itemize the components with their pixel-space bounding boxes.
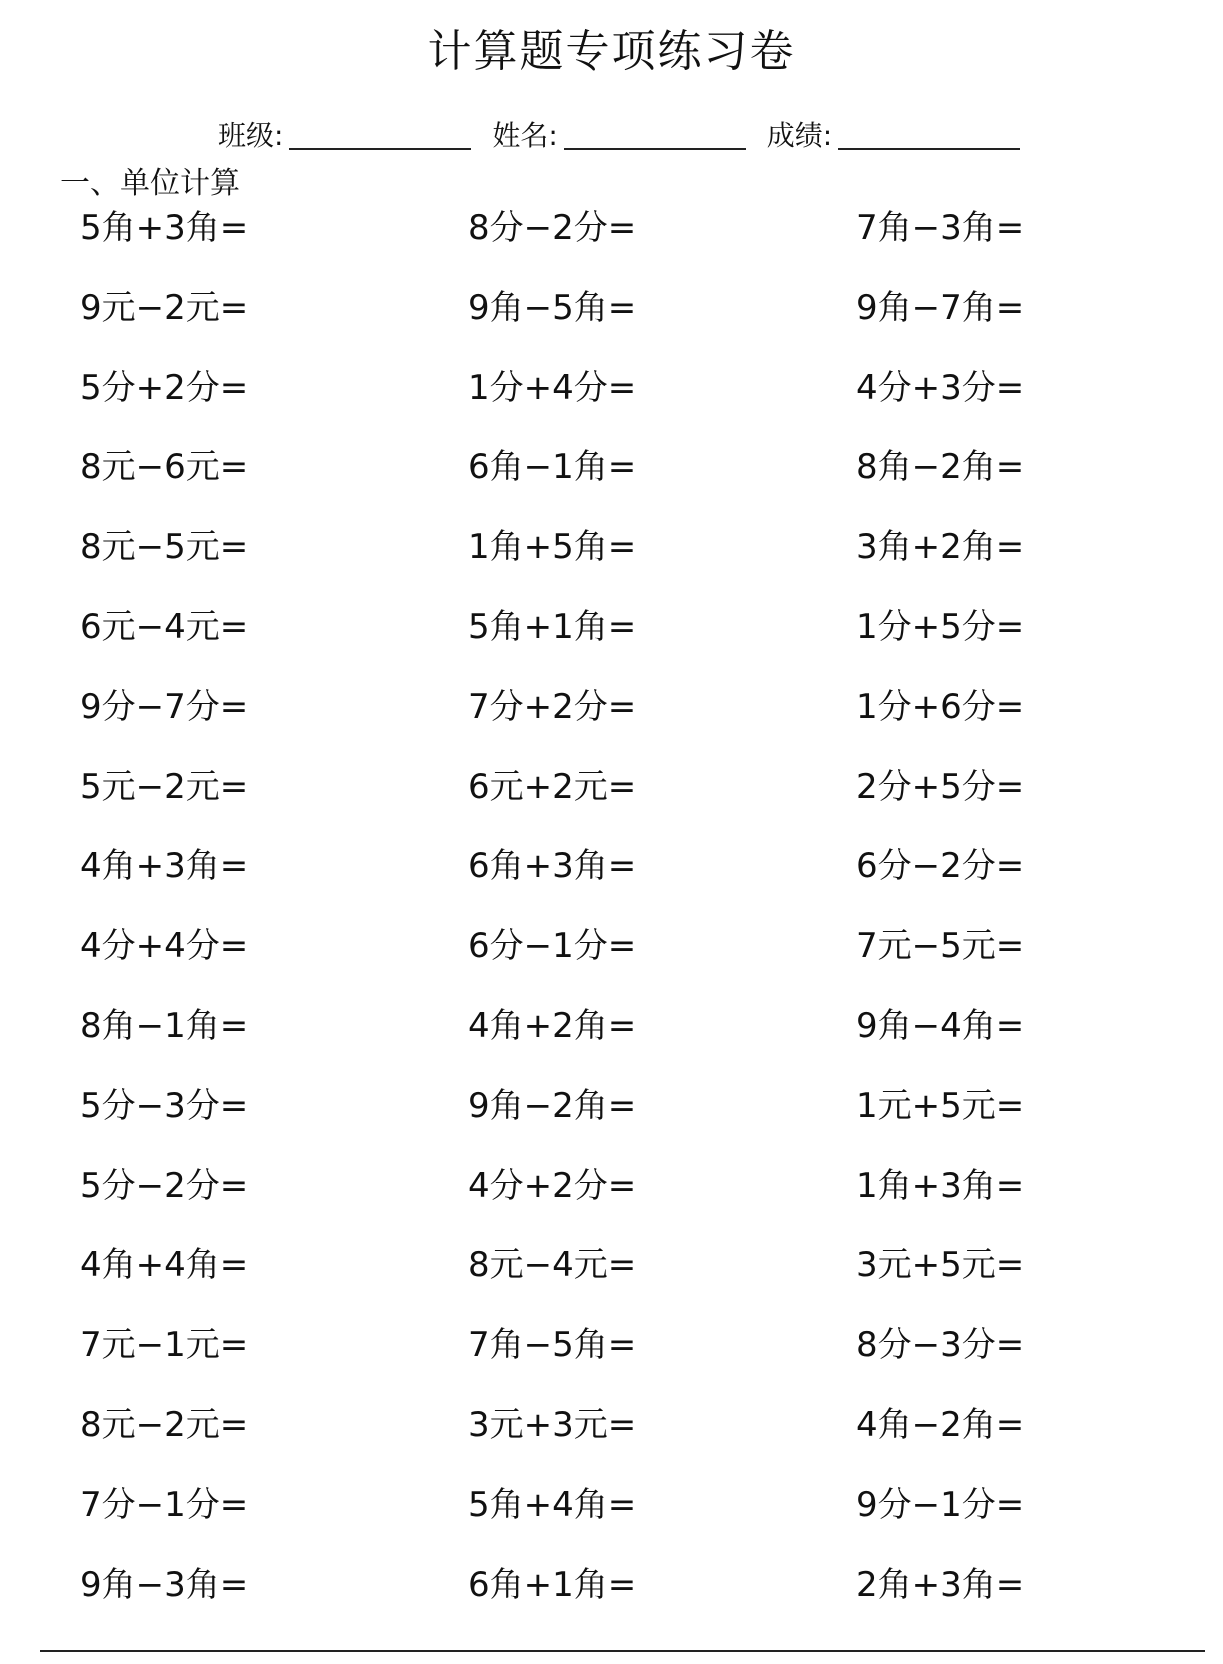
problem-item: 8元−4元=	[468, 1245, 637, 1286]
problem-item: 4分+4分=	[80, 926, 249, 967]
class-blank[interactable]	[289, 148, 471, 150]
problem-item: 9元−2元=	[80, 287, 249, 328]
problem-item: 3元+3元=	[468, 1404, 637, 1445]
problem-item: 6元−4元=	[80, 606, 249, 647]
score-label: 成绩:	[766, 119, 833, 152]
problem-grid	[80, 206, 1080, 1642]
problem-item: 4分+2分=	[468, 1165, 637, 1206]
problem-item: 9角−3角=	[80, 1564, 249, 1605]
problem-item: 1角+5角=	[468, 527, 637, 568]
problem-item: 7角−5角=	[468, 1325, 637, 1366]
problem-item: 1分+5分=	[856, 606, 1025, 647]
problem-item: 2角+3角=	[856, 1564, 1025, 1605]
problem-item: 6角−1角=	[468, 447, 637, 488]
problem-item: 7分+2分=	[468, 686, 637, 727]
problem-item: 8分−2分=	[468, 208, 637, 248]
problem-item: 7元−1元=	[80, 1325, 249, 1366]
problem-item: 4角+2角=	[468, 1005, 637, 1046]
problem-item: 5角+1角=	[468, 606, 637, 647]
problem-item: 9分−7分=	[80, 686, 249, 727]
problem-item: 3角+2角=	[856, 527, 1025, 568]
problem-item: 4角+3角=	[80, 846, 249, 887]
problem-item: 8角−2角=	[856, 447, 1025, 488]
worksheet-title: 计算题专项练习卷	[427, 26, 796, 77]
section-heading: 一、单位计算	[60, 166, 240, 201]
problem-item: 8元−5元=	[80, 527, 249, 568]
problem-item: 1分+4分=	[468, 367, 637, 408]
problem-item: 6分−2分=	[856, 846, 1025, 887]
problem-item: 8角−1角=	[80, 1005, 249, 1046]
problem-item: 6元+2元=	[468, 766, 637, 807]
bottom-rule	[40, 1650, 1205, 1652]
name-label: 姓名:	[492, 119, 558, 152]
problem-item: 5角+4角=	[468, 1484, 637, 1525]
problem-item: 1角+3角=	[856, 1165, 1025, 1206]
problem-item: 5分−2分=	[80, 1165, 249, 1206]
problem-item: 5角+3角=	[80, 208, 249, 248]
problem-item: 5元−2元=	[80, 766, 249, 807]
problem-item: 9分−1分=	[856, 1484, 1025, 1525]
problem-item: 5分−3分=	[80, 1085, 249, 1126]
score-blank[interactable]	[838, 148, 1020, 150]
problem-item: 8分−3分=	[856, 1325, 1025, 1366]
problem-item: 6角+3角=	[468, 846, 637, 887]
problem-item: 4角−2角=	[856, 1404, 1025, 1445]
class-field	[218, 116, 471, 156]
problem-item: 7分−1分=	[80, 1484, 249, 1525]
problem-item: 1分+6分=	[856, 686, 1025, 727]
problem-item: 7元−5元=	[856, 926, 1025, 967]
score-field	[767, 116, 1020, 156]
problem-item: 3元+5元=	[856, 1245, 1025, 1286]
problem-item: 4分+3分=	[856, 367, 1025, 408]
name-field	[492, 116, 745, 156]
problem-item: 9角−5角=	[468, 287, 637, 328]
student-info-line	[218, 116, 1018, 156]
problem-item: 7角−3角=	[856, 208, 1025, 248]
problem-item: 2分+5分=	[856, 766, 1025, 807]
problem-item: 8元−6元=	[80, 447, 249, 488]
problem-item: 4角+4角=	[80, 1245, 249, 1286]
class-label: 班级:	[218, 119, 284, 152]
problem-item: 9角−7角=	[856, 287, 1025, 328]
problem-item: 9角−4角=	[856, 1005, 1025, 1046]
problem-item: 6分−1分=	[468, 926, 637, 967]
problem-item: 8元−2元=	[80, 1404, 249, 1445]
problem-item: 9角−2角=	[468, 1085, 637, 1126]
problem-item: 6角+1角=	[468, 1564, 637, 1605]
name-blank[interactable]	[564, 148, 746, 150]
problem-item: 1元+5元=	[856, 1085, 1025, 1126]
problem-item: 5分+2分=	[80, 367, 249, 408]
